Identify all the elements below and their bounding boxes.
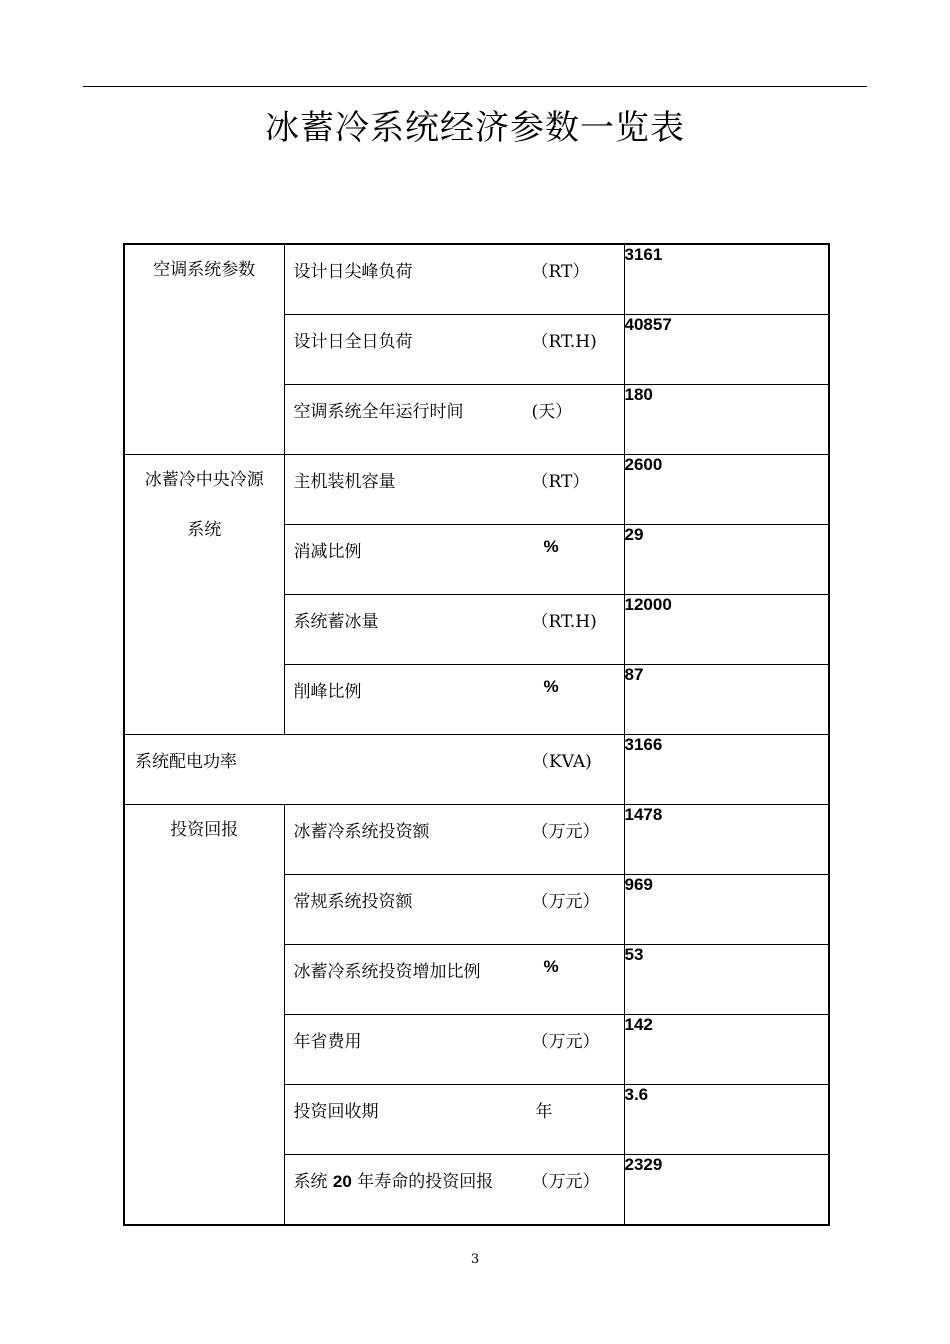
item-value: 2600 xyxy=(624,455,829,525)
item-cell xyxy=(284,315,624,385)
item-label: 设计日尖峰负荷 xyxy=(293,262,413,282)
item-label xyxy=(294,1167,494,1192)
category-line: 冰蓄冷中央冷源 xyxy=(144,470,264,490)
item-cell xyxy=(124,735,624,805)
label-number: 20 xyxy=(332,1172,352,1191)
item-label: 常规系统投资额 xyxy=(293,892,413,912)
item-label: 设计日全日负荷 xyxy=(293,332,413,352)
item-unit: （万元） xyxy=(531,1172,600,1192)
item-cell xyxy=(284,875,624,945)
table-row xyxy=(124,805,829,875)
item-cell xyxy=(284,455,624,525)
item-cell xyxy=(284,945,624,1015)
item-unit: % xyxy=(543,957,559,976)
page-number: 3 xyxy=(470,1252,480,1267)
item-unit: （RT） xyxy=(531,472,590,492)
category-ice xyxy=(124,455,284,735)
item-value: 29 xyxy=(624,525,829,595)
item-value: 2329 xyxy=(624,1155,829,1226)
item-unit: (天） xyxy=(531,402,573,422)
item-value: 12000 xyxy=(624,595,829,665)
item-label: 冰蓄冷系统投资增加比例 xyxy=(293,962,481,982)
item-value: 53 xyxy=(624,945,829,1015)
label-prefix: 系统 xyxy=(293,1172,328,1192)
item-unit: （万元） xyxy=(531,1032,600,1052)
item-label: 投资回收期 xyxy=(293,1102,379,1122)
item-value: 87 xyxy=(624,665,829,735)
item-unit: （RT.H) xyxy=(531,612,597,632)
item-cell xyxy=(284,385,624,455)
item-cell xyxy=(284,805,624,875)
item-unit: （万元） xyxy=(531,822,600,842)
parameter-table xyxy=(123,243,830,1226)
item-unit: 年 xyxy=(535,1102,553,1122)
item-value: 969 xyxy=(624,875,829,945)
page-title: 冰蓄冷系统经济参数一览表 xyxy=(265,108,685,148)
category-invest: 投资回报 xyxy=(124,805,284,1226)
item-unit: % xyxy=(543,537,559,556)
item-unit: （KVA) xyxy=(532,752,592,772)
item-cell xyxy=(284,525,624,595)
item-cell xyxy=(284,244,624,315)
item-unit: % xyxy=(543,677,559,696)
item-value: 1478 xyxy=(624,805,829,875)
item-label: 年省费用 xyxy=(293,1032,362,1052)
item-label: 空调系统全年运行时间 xyxy=(293,402,464,422)
item-label: 系统配电功率 xyxy=(135,752,237,772)
table-row xyxy=(124,735,829,805)
item-cell xyxy=(284,1155,624,1226)
category-line: 系统 xyxy=(187,520,222,540)
item-label: 削峰比例 xyxy=(293,682,362,702)
category-ac: 空调系统参数 xyxy=(124,244,284,455)
item-value: 3166 xyxy=(624,735,829,805)
table-row xyxy=(124,244,829,315)
item-label: 主机装机容量 xyxy=(293,472,396,492)
item-cell xyxy=(284,1085,624,1155)
item-label: 冰蓄冷系统投资额 xyxy=(293,822,430,842)
item-unit: （万元） xyxy=(531,892,600,912)
item-value: 40857 xyxy=(624,315,829,385)
header-rule xyxy=(83,86,867,87)
item-cell xyxy=(284,665,624,735)
item-unit: （RT） xyxy=(531,262,590,282)
item-label: 系统蓄冰量 xyxy=(293,612,379,632)
item-value: 142 xyxy=(624,1015,829,1085)
item-label: 消减比例 xyxy=(293,542,362,562)
item-unit: （RT.H) xyxy=(531,332,597,352)
item-value: 180 xyxy=(624,385,829,455)
label-suffix: 年寿命的投资回报 xyxy=(357,1172,494,1192)
table-row xyxy=(124,455,829,525)
item-cell xyxy=(284,595,624,665)
item-value: 3161 xyxy=(624,244,829,315)
item-value: 3.6 xyxy=(624,1085,829,1155)
item-cell xyxy=(284,1015,624,1085)
